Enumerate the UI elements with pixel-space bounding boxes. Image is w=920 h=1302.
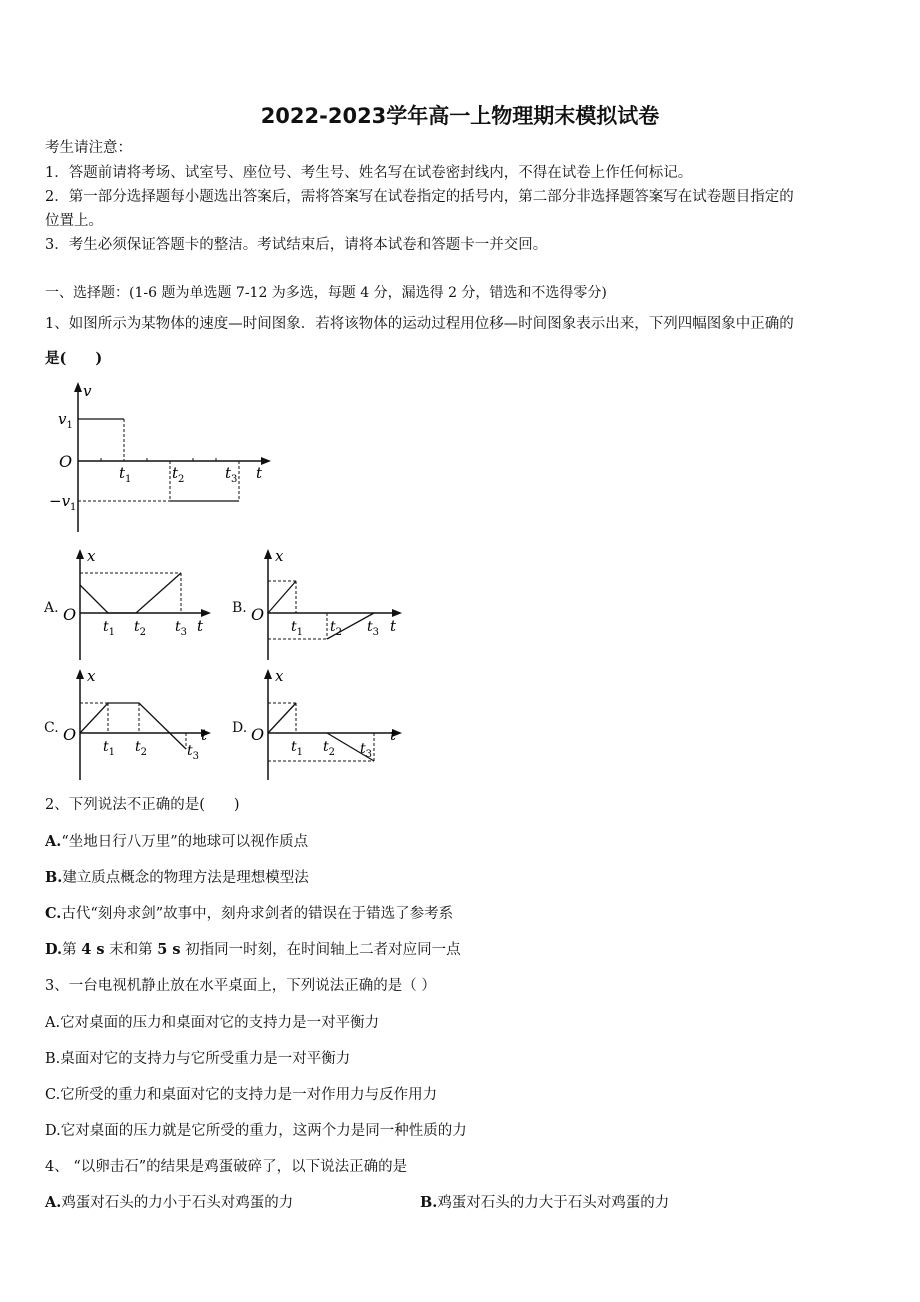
option-text: 古代“刻舟求剑”故事中，刻舟求剑者的错误在于错选了参考系 (61, 906, 454, 922)
svg-text:t3 (360, 741, 372, 760)
t3-label: t (360, 741, 366, 757)
option-c-graph (60, 665, 220, 783)
notice-item: 2．第一部分选择题每小题选出答案后，需将答案写在试卷指定的括号内，第二部分非选择题答案写在试卷题目指定的 (45, 189, 794, 205)
option-letter: A. (45, 1194, 62, 1211)
velocity-time-graph (45, 380, 285, 540)
svg-text:t3 (367, 619, 379, 638)
section-heading: 一、选择题：(1-6 题为单选题 7-12 为多选，每题 4 分，漏选得 2 分，错选和不选得零分) (45, 285, 607, 301)
notice-item: 3．考生必须保证答题卡的整洁。考试结束后，请将本试卷和答题卡一并交回。 (45, 237, 548, 253)
option-text: 鸡蛋对石头的力小于石头对鸡蛋的力 (61, 1195, 294, 1211)
subscript: 3 (372, 627, 380, 638)
question-3-option-b: B.桌面对它的支持力与它所受重力是一对平衡力 (45, 1051, 351, 1067)
notice-heading: 考生请注意： (45, 140, 132, 156)
option-text: 第 (62, 942, 82, 958)
origin-label: O (59, 452, 73, 471)
origin-label: O (251, 605, 265, 624)
t-axis-label: t (201, 726, 208, 744)
t2-label: t (330, 619, 336, 635)
subscript: 2 (335, 627, 343, 638)
t-axis-label: t (390, 617, 397, 635)
time-value: 5 s (157, 941, 181, 958)
t-axis-label: t (256, 464, 263, 482)
svg-text:t1 (103, 619, 115, 638)
subscript: 2 (328, 747, 336, 758)
svg-text:t2 (323, 739, 335, 758)
subscript: 1 (296, 747, 304, 758)
subscript: 3 (180, 627, 188, 638)
question-4-option-b (420, 1193, 669, 1213)
subscript: 3 (192, 751, 200, 762)
t1-label: t (103, 739, 109, 755)
t2-label: t (172, 464, 179, 482)
notice-item: 1．答题前请将考场、试室号、座位号、考生号、姓名写在试卷密封线内，不得在试卷上作任何标记。 (45, 165, 693, 181)
option-letter: B. (45, 869, 63, 886)
svg-text:t1 (291, 619, 303, 638)
svg-text:t3 (175, 619, 187, 638)
option-text: 鸡蛋对石头的力大于石头对鸡蛋的力 (437, 1195, 670, 1211)
t1-label: t (103, 619, 109, 635)
option-b-graph (248, 545, 408, 663)
notice-item: 位置上。 (45, 213, 103, 229)
t2-label: t (323, 739, 329, 755)
svg-text:t2 (330, 619, 342, 638)
page-title: 2022-2023学年高一上物理期末模拟试卷 (260, 104, 660, 128)
option-b-label: B. (232, 600, 247, 616)
question-2-option-c (45, 904, 453, 924)
option-c-label: C. (44, 720, 59, 736)
question-1-stem-end: 是( ) (45, 350, 103, 367)
svg-text:−v1 (49, 492, 76, 513)
origin-label: O (63, 725, 77, 744)
svg-text:t1 (103, 739, 115, 758)
x-axis-label: x (87, 547, 96, 565)
svg-text:t3 (225, 464, 237, 485)
question-2-option-a (45, 832, 308, 852)
t2-label: t (134, 619, 140, 635)
subscript: 1 (296, 627, 304, 638)
subscript: 3 (231, 474, 238, 485)
subscript: 1 (66, 420, 73, 431)
subscript: 1 (70, 502, 77, 513)
t1-label: t (291, 619, 297, 635)
option-text: 建立质点概念的物理方法是理想模型法 (62, 870, 309, 886)
origin-label: O (251, 725, 265, 744)
question-4-option-a (45, 1193, 293, 1213)
option-letter: C. (45, 905, 62, 922)
t-axis-label: t (390, 726, 397, 744)
t2-label: t (135, 739, 141, 755)
question-2-option-d (45, 940, 461, 960)
t-axis-label: t (197, 617, 204, 635)
subscript: 2 (140, 747, 148, 758)
t3-label: t (225, 464, 232, 482)
subscript: 2 (178, 474, 185, 485)
x-axis-label: x (275, 547, 284, 565)
option-letter: D. (45, 941, 63, 958)
option-letter: A. (45, 833, 62, 850)
svg-text:t1 (119, 464, 131, 485)
origin-label: O (63, 605, 77, 624)
x-axis-label: x (275, 667, 284, 685)
option-text: 末和第 (104, 942, 158, 958)
option-d-graph (248, 665, 408, 783)
question-3-option-d: D.它对桌面的压力就是它所受的重力，这两个力是同一种性质的力 (45, 1123, 467, 1139)
subscript: 1 (125, 474, 132, 485)
question-3-option-a: A.它对桌面的压力和桌面对它的支持力是一对平衡力 (45, 1015, 380, 1031)
time-value: 4 s (81, 941, 105, 958)
question-3-stem: 3、一台电视机静止放在水平桌面上，下列说法正确的是（ ） (45, 978, 436, 994)
subscript: 1 (108, 747, 116, 758)
option-text: “坐地日行八万里”的地球可以视作质点 (61, 834, 309, 850)
subscript: 2 (139, 627, 147, 638)
option-letter: B. (420, 1194, 438, 1211)
svg-text:t1 (291, 739, 303, 758)
question-4-stem: 4、 “以卵击石”的结果是鸡蛋破碎了，以下说法正确的是 (45, 1159, 408, 1175)
svg-text:t2 (134, 619, 146, 638)
question-2-stem: 2、下列说法不正确的是( ) (45, 797, 240, 813)
svg-text:t3 (187, 743, 199, 762)
x-axis-label: x (87, 667, 96, 685)
t3-label: t (187, 743, 193, 759)
option-a-graph (60, 545, 220, 663)
v1-label: v (58, 410, 67, 428)
svg-text:v1 (58, 410, 73, 431)
subscript: 3 (365, 749, 373, 760)
t3-label: t (367, 619, 373, 635)
option-d-label: D. (232, 720, 248, 736)
subscript: 1 (108, 627, 116, 638)
t1-label: t (291, 739, 297, 755)
v-axis-label: v (83, 382, 92, 400)
option-a-label: A. (44, 600, 59, 616)
svg-text:t2 (172, 464, 184, 485)
question-3-option-c: C.它所受的重力和桌面对它的支持力是一对作用力与反作用力 (45, 1087, 438, 1103)
question-2-option-b (45, 868, 309, 888)
t3-label: t (175, 619, 181, 635)
svg-text:t2 (135, 739, 147, 758)
option-text: 初指同一时刻，在时间轴上二者对应同一点 (180, 942, 461, 958)
t1-label: t (119, 464, 126, 482)
question-1-stem: 1、如图所示为某物体的速度—时间图象．若将该物体的运动过程用位移—时间图象表示出来，下列四幅图象中正确的 (45, 316, 794, 332)
neg-v1-label: −v (49, 492, 71, 510)
